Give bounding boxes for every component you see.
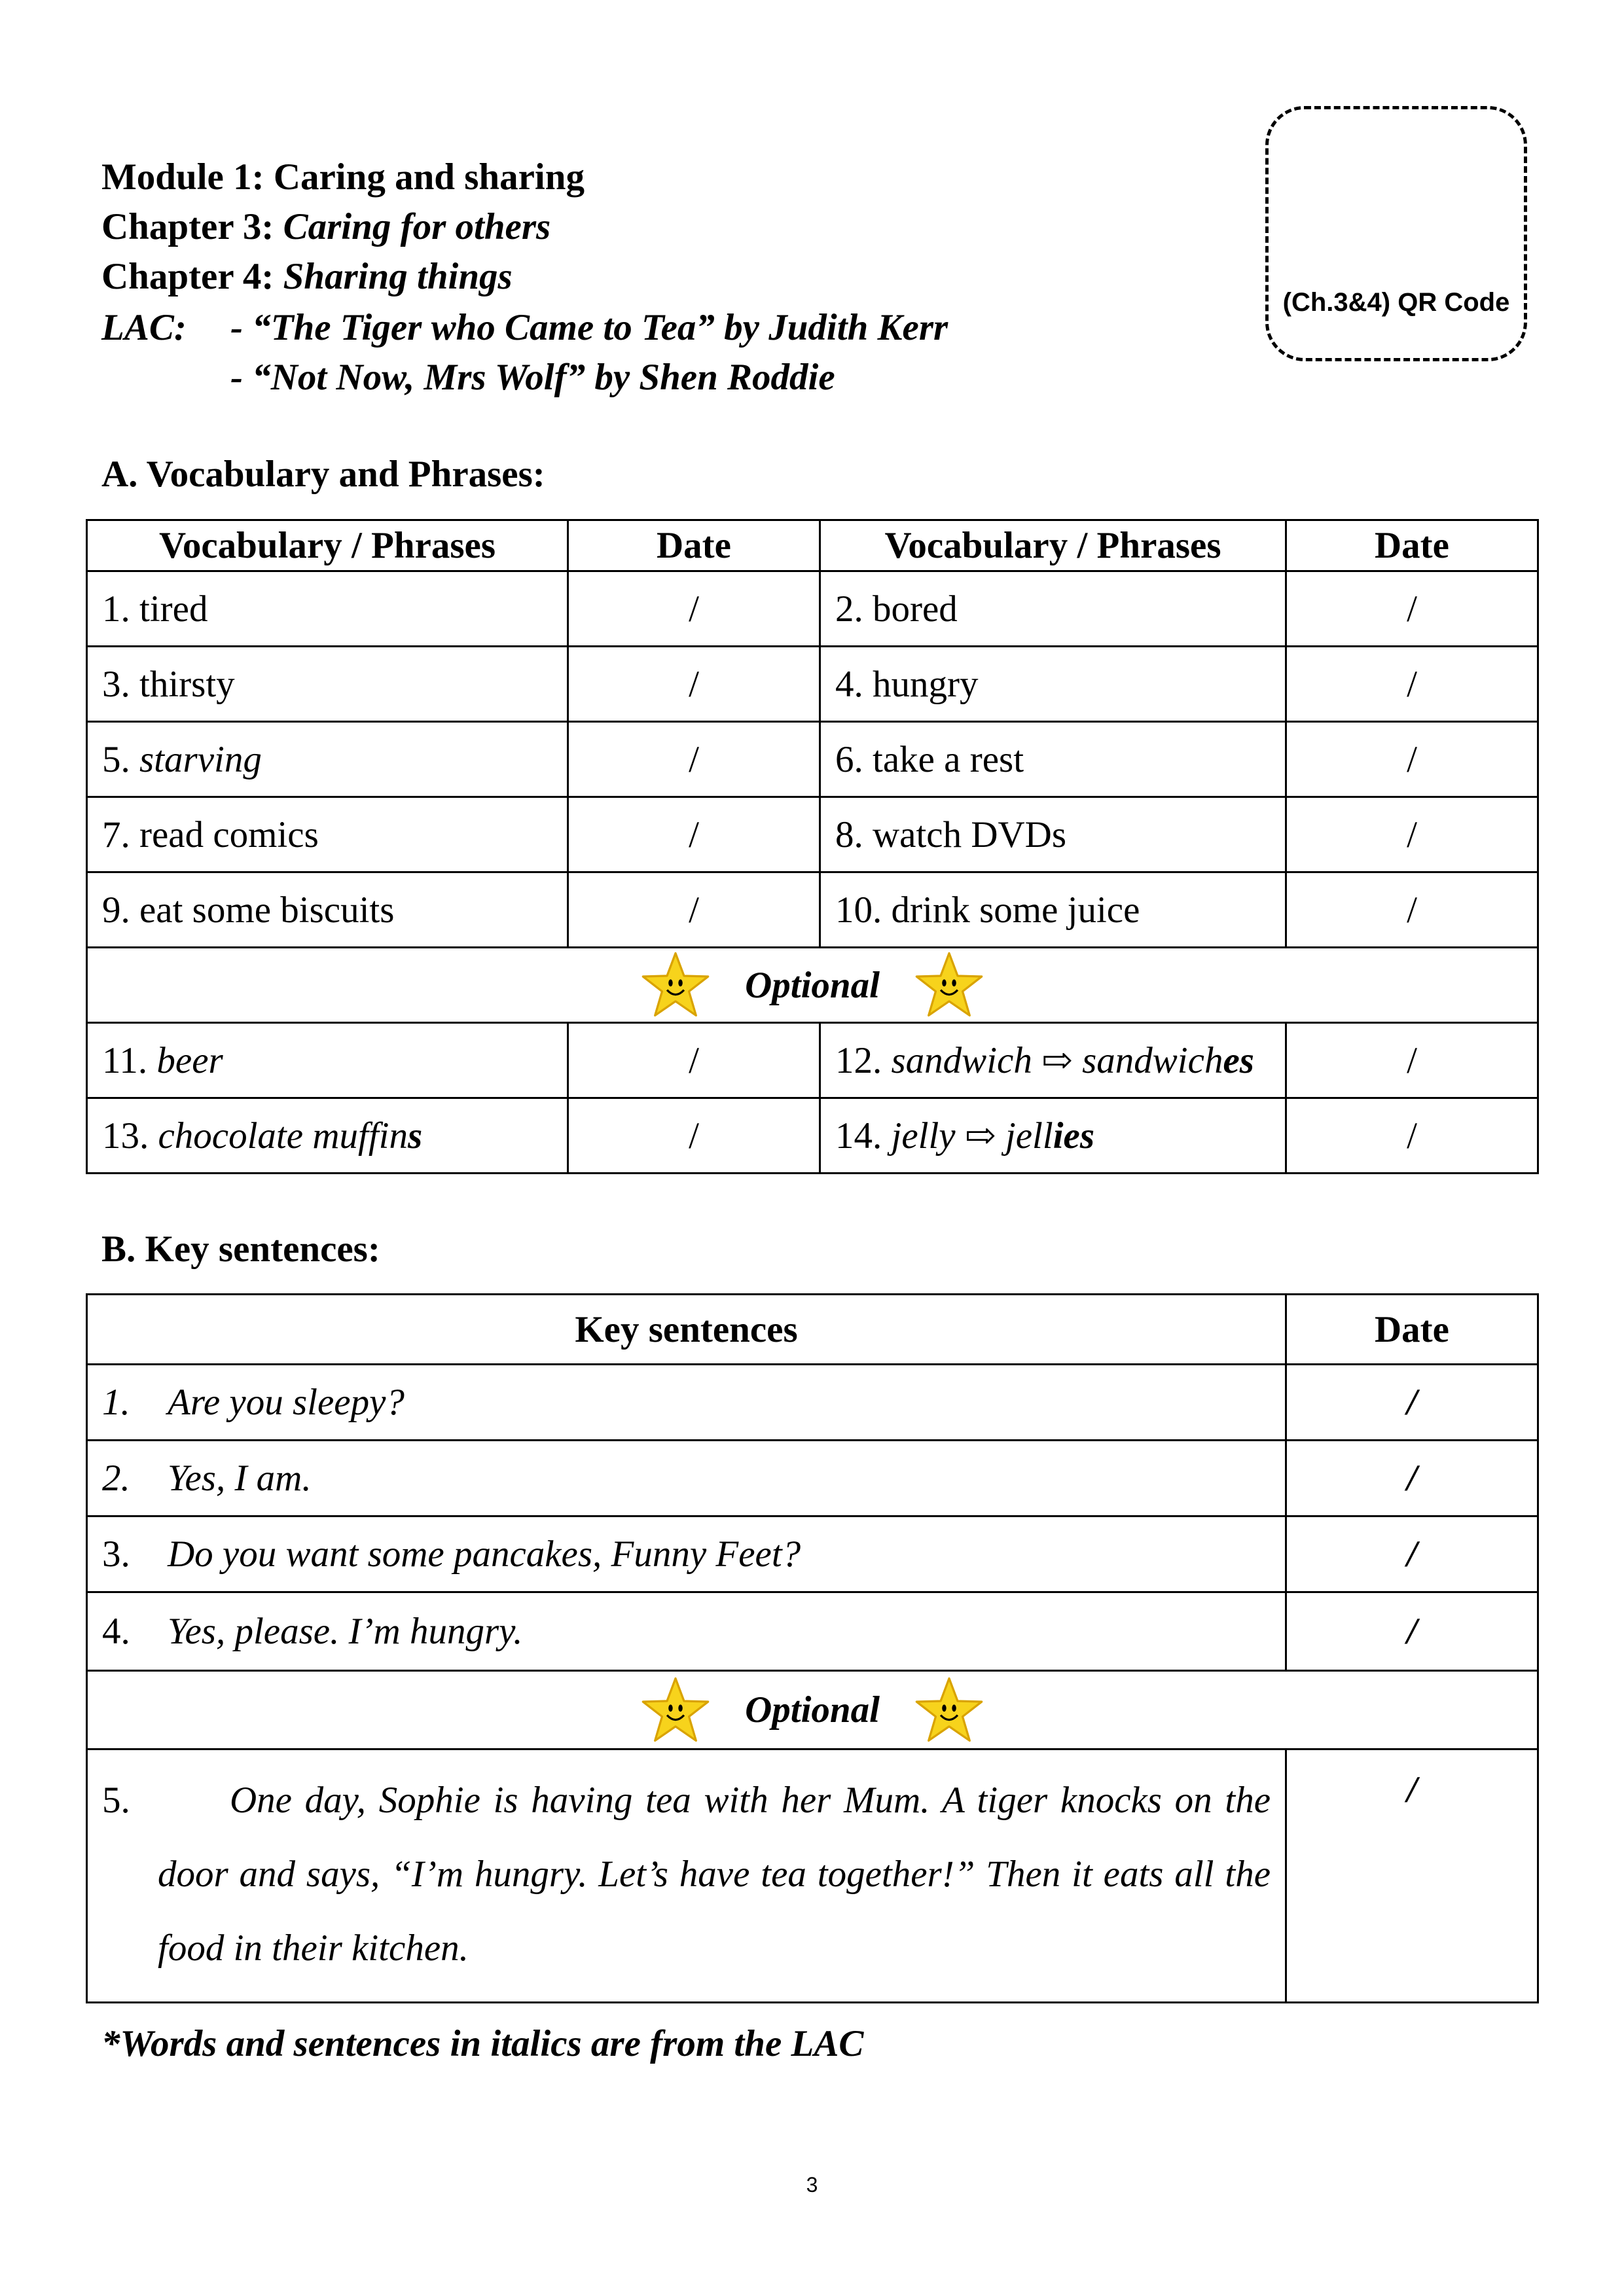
date-cell: / <box>568 1023 820 1098</box>
vocab-cell: 12. sandwich ⇨ sandwiches <box>820 1023 1286 1098</box>
table-row <box>87 797 1538 872</box>
smiley-star-icon <box>640 951 711 1019</box>
sentence-cell: 2. Yes, I am. <box>87 1441 1286 1516</box>
section-a-title: A. Vocabulary and Phrases: <box>101 454 545 495</box>
qr-code-label: (Ch.3&4) QR Code <box>1282 288 1510 317</box>
col-header-vocab: Vocabulary / Phrases <box>87 520 568 571</box>
qr-code-placeholder <box>1265 106 1527 361</box>
date-cell: / <box>1286 797 1538 872</box>
table-row <box>87 1592 1538 1671</box>
col-header-date: Date <box>568 520 820 571</box>
smiley-star-icon <box>914 1676 984 1744</box>
table-row <box>87 1023 1538 1098</box>
table-row <box>87 571 1538 647</box>
vocab-cell: 14. jelly ⇨ jellies <box>820 1098 1286 1174</box>
table-row <box>87 1098 1538 1174</box>
optional-label: Optional <box>745 964 880 1006</box>
date-cell: / <box>568 1098 820 1174</box>
vocab-cell: 9. eat some biscuits <box>87 872 568 948</box>
vocab-cell: 8. watch DVDs <box>820 797 1286 872</box>
lac-book-1: - “The Tiger who Came to Tea” by Judith Kerr <box>230 307 948 348</box>
date-cell: / <box>568 571 820 647</box>
date-cell: / <box>568 647 820 722</box>
optional-row <box>87 948 1538 1023</box>
optional-cell <box>87 948 1538 1023</box>
arrow-icon: ⇨ <box>964 1115 996 1157</box>
vocabulary-table <box>86 519 1539 1174</box>
date-cell: / <box>1286 1441 1538 1516</box>
date-cell: / <box>568 722 820 797</box>
date-cell: / <box>568 872 820 948</box>
lac-book-2: - “Not Now, Mrs Wolf” by Shen Roddie <box>230 357 835 398</box>
lac-label: LAC: <box>101 307 187 348</box>
vocab-cell: 13. chocolate muffins <box>87 1098 568 1174</box>
table-header-row <box>87 1295 1538 1365</box>
chapter3-heading: Chapter 3: Caring for others <box>101 206 551 247</box>
vocab-cell: 5. starving <box>87 722 568 797</box>
vocab-cell: 1. tired <box>87 571 568 647</box>
key-sentences-table <box>86 1293 1539 2003</box>
footnote: *Words and sentences in italics are from the LAC <box>101 2023 864 2064</box>
paragraph-cell <box>87 1749 1286 2003</box>
date-cell: / <box>1286 1749 1538 2003</box>
optional-label: Optional <box>745 1689 880 1731</box>
date-cell: / <box>568 797 820 872</box>
date-cell: / <box>1286 1098 1538 1174</box>
table-row <box>87 1749 1538 2003</box>
optional-row <box>87 1671 1538 1749</box>
table-row <box>87 647 1538 722</box>
page-number: 3 <box>806 2173 818 2197</box>
vocab-cell: 4. hungry <box>820 647 1286 722</box>
table-header-row <box>87 520 1538 571</box>
col-header-date: Date <box>1286 1295 1538 1365</box>
date-cell: / <box>1286 1516 1538 1592</box>
smiley-star-icon <box>640 1676 711 1744</box>
vocab-cell: 7. read comics <box>87 797 568 872</box>
sentence-cell: 3. Do you want some pancakes, Funny Feet? <box>87 1516 1286 1592</box>
date-cell: / <box>1286 1592 1538 1671</box>
col-header-sentences: Key sentences <box>87 1295 1286 1365</box>
date-cell: / <box>1286 1365 1538 1441</box>
table-row <box>87 1441 1538 1516</box>
date-cell: / <box>1286 872 1538 948</box>
vocab-cell: 3. thirsty <box>87 647 568 722</box>
table-row <box>87 872 1538 948</box>
arrow-icon: ⇨ <box>1041 1040 1073 1081</box>
table-row <box>87 1516 1538 1592</box>
date-cell: / <box>1286 1023 1538 1098</box>
sentence-cell: 1. Are you sleepy? <box>87 1365 1286 1441</box>
col-header-date: Date <box>1286 520 1538 571</box>
col-header-vocab: Vocabulary / Phrases <box>820 520 1286 571</box>
table-row <box>87 1365 1538 1441</box>
vocab-cell: 11. beer <box>87 1023 568 1098</box>
vocab-cell: 10. drink some juice <box>820 872 1286 948</box>
smiley-star-icon <box>914 951 984 1019</box>
date-cell: / <box>1286 571 1538 647</box>
section-b-title: B. Key sentences: <box>101 1229 380 1270</box>
date-cell: / <box>1286 647 1538 722</box>
chapter4-heading: Chapter 4: Sharing things <box>101 256 513 297</box>
paragraph-text: 5. One day, Sophie is having tea with her Mum. A tiger knocks on the door and says, “I’m hungry. Let’s have tea together!” Then it eats all the food in their kitchen. <box>102 1780 1271 1969</box>
vocab-cell: 2. bored <box>820 571 1286 647</box>
table-row <box>87 722 1538 797</box>
sentence-cell: 4. Yes, please. I’m hungry. <box>87 1592 1286 1671</box>
vocab-cell: 6. take a rest <box>820 722 1286 797</box>
module-heading: Module 1: Caring and sharing <box>101 156 585 198</box>
date-cell: / <box>1286 722 1538 797</box>
optional-cell <box>87 1671 1538 1749</box>
